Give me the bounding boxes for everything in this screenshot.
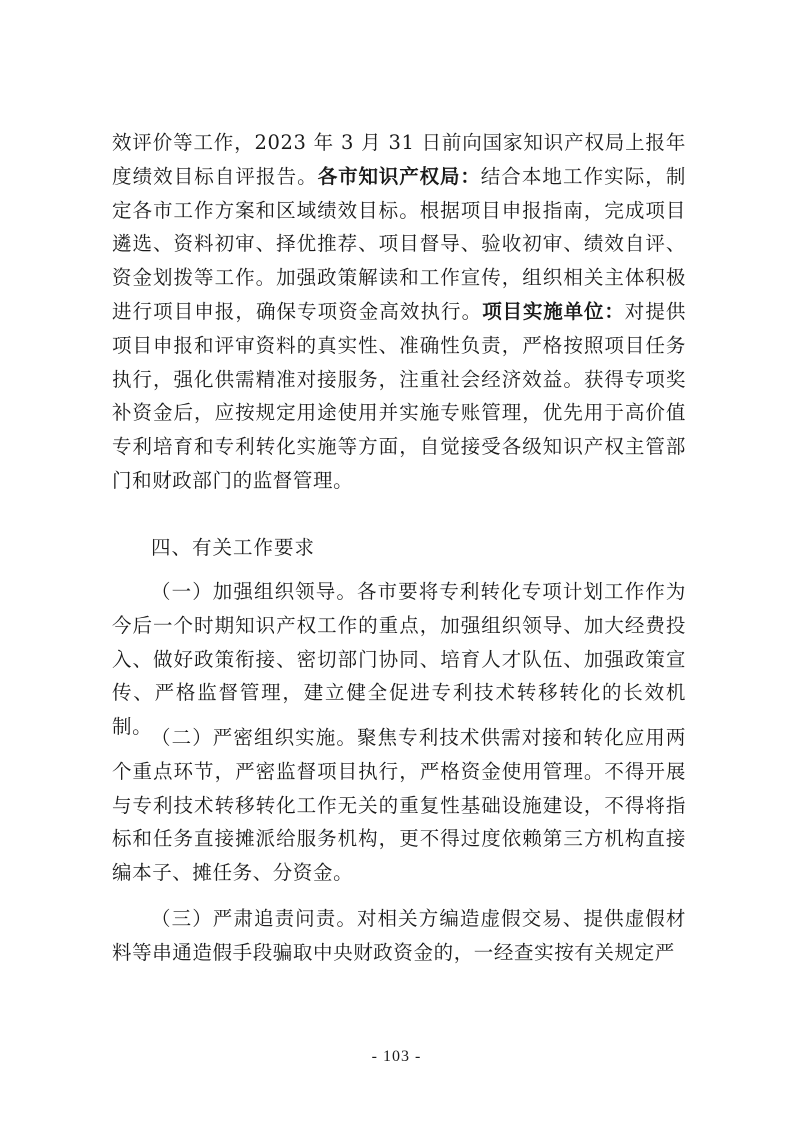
continuation-text-2: 结合本地工作实际，制定各市工作方案和区域绩效目标。根据项目申报指南，完成项目遴选、资料初审、择优推荐、项目督导、验收初审、绩效自评、资金划拨等工作。加强政策解读和工作宣传，组织相关主体积极进行项目申报，确保专项资金高效执行。 [112, 164, 686, 323]
continuation-text-1: 效评价等工作，2023 年 3 月 31 日前向国家知识产权局上报年度绩效目标自评报告。 [112, 131, 686, 188]
continuation-paragraph [112, 126, 686, 498]
requirement-body-1: 各市要将专利转化专项计划工作作为今后一个时期知识产权工作的重点，加强组织领导、加大经费投入、做好政策衔接、密切部门协同、培育人才队伍、加强政策宣传、严格监督管理，建立健全促进专利技术转移转化的长效机制。 [112, 580, 686, 739]
section-heading: 四、有关工作要求 [151, 536, 316, 559]
requirement-paragraph-1 [112, 575, 686, 744]
continuation-text-3: 对提供项目申报和评审资料的真实性、准确性负责，严格按照项目任务执行，强化供需精准对接服务，注重社会经济效益。获得专项奖补资金后，应按规定用途使用并实施专账管理，优先用于高价值专利培育和专利转化实施等方面，自觉接受各级知识产权主管部门和财政部门的监督管理。 [112, 299, 686, 492]
requirement-paragraph-2 [112, 721, 686, 890]
project-unit-label: 项目实施单位： [482, 299, 625, 323]
requirement-title-1: （一）加强组织领导。 [151, 580, 357, 603]
requirement-body-2: 聚焦专利技术供需对接和转化应用两个重点环节，严密监督项目执行，严格资金使用管理。不得开展与专利技术转移转化工作无关的重复性基础设施建设，不得将指标和任务直接摊派给服务机构，更不得过度依赖第三方机构直接编本子、摊任务、分资金。 [112, 726, 686, 885]
requirement-body-3: 对相关方编造虚假交易、提供虚假材料等串通造假手段骗取中央财政资金的，一经查实按有关规定严 [112, 907, 686, 964]
city-ip-bureau-label: 各市知识产权局： [317, 164, 481, 188]
requirement-paragraph-3 [112, 902, 686, 970]
requirement-title-3: （三）严肃追责问责。 [151, 907, 357, 930]
requirement-title-2: （二）严密组织实施。 [151, 726, 357, 749]
page-number: - 103 - [371, 1048, 422, 1065]
